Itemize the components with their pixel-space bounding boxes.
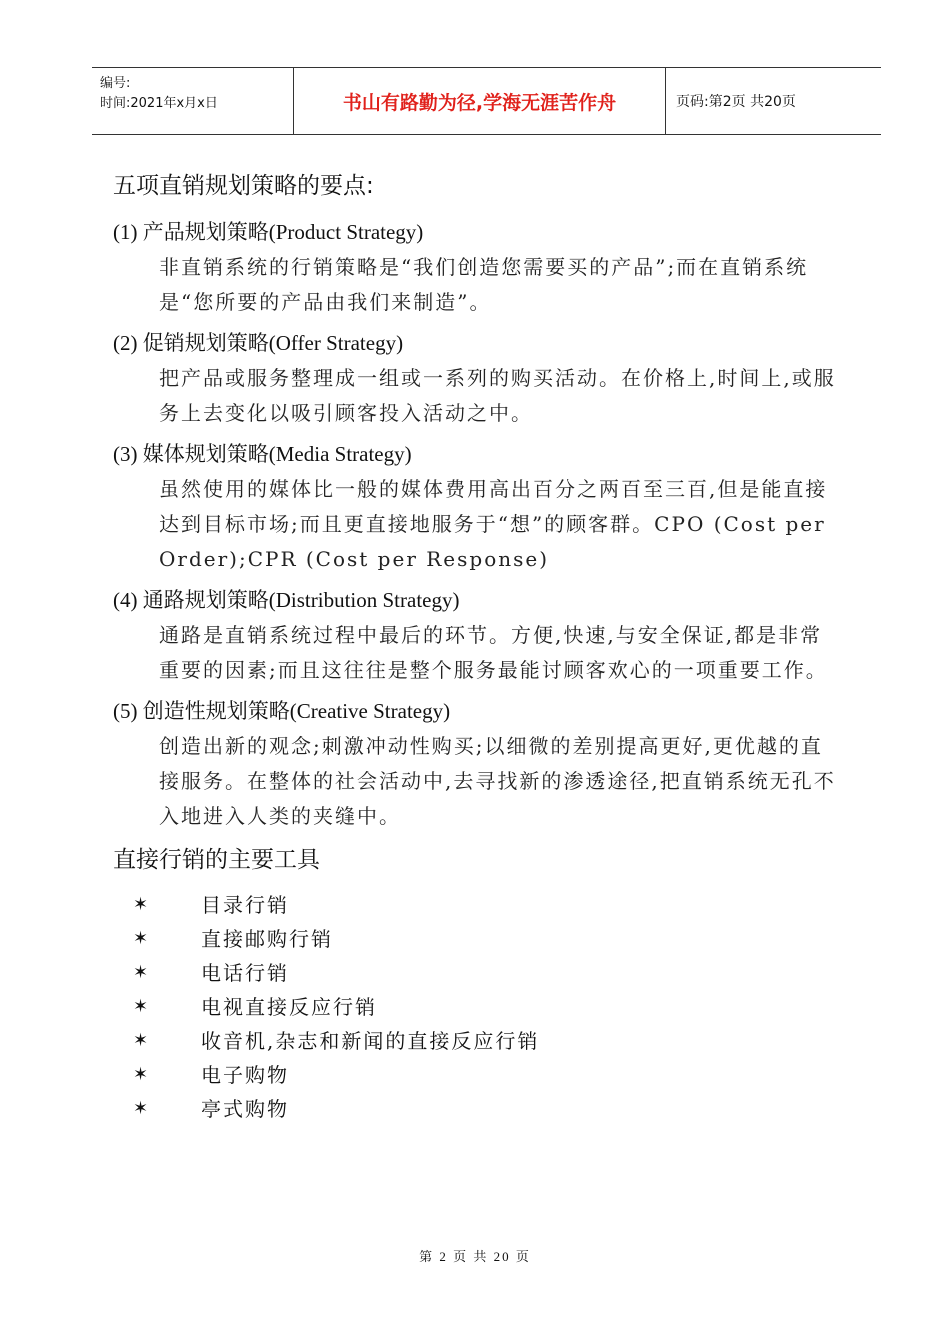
- strategy-body: 把产品或服务整理成一组或一系列的购买活动。在价格上,时间上,或服务上去变化以吸引顾客投入活动之中。: [159, 366, 836, 425]
- strategy-body: 创造出新的观念;刺激冲动性购买;以细微的差别提高更好,更优越的直接服务。在整体的社会活动中,去寻找新的渗透途径,把直销系统无孔不入地进入人类的夹缝中。: [159, 734, 836, 828]
- strategy-section: [113, 325, 843, 431]
- strategy-section: [113, 582, 843, 688]
- strategy-section: [113, 436, 843, 577]
- section-title: 五项直销规划策略的要点:: [113, 173, 374, 199]
- bullet-star-icon: ✶: [133, 996, 151, 1017]
- strategy-body: 虽然使用的媒体比一般的媒体费用高出百分之两百至三百,但是能直接达到目标市场;而且更直接地服务于“想”的顾客群。CPO (Cost per Order);CPR (Cost per Response): [159, 477, 828, 571]
- document-body: [113, 168, 843, 1126]
- tools-list: [133, 888, 843, 1126]
- bullet-star-icon: ✶: [133, 1098, 151, 1119]
- strategy-section: [113, 693, 843, 834]
- strategy-heading: (5) 创造性规划策略(Creative Strategy): [113, 699, 451, 723]
- number-label: 编号:: [100, 76, 131, 91]
- header-meta: [92, 68, 293, 134]
- page-footer: 第 2 页 共 20 页: [419, 1249, 531, 1264]
- time-label: 时间:2021年x月x日: [100, 96, 218, 111]
- bullet-star-icon: ✶: [133, 1064, 151, 1085]
- header-page-label: 页码:第2页 共20页: [676, 94, 796, 110]
- bullet-star-icon: ✶: [133, 928, 151, 949]
- strategy-heading: (1) 产品规划策略(Product Strategy): [113, 220, 424, 244]
- strategy-body: 通路是直销系统过程中最后的环节。方便,快速,与安全保证,都是非常重要的因素;而且这往往是整个服务最能讨顾客欢心的一项重要工作。: [159, 623, 828, 682]
- bullet-star-icon: ✶: [133, 894, 151, 915]
- tools-title: 直接行销的主要工具: [113, 847, 320, 873]
- list-item: ✶ 直接邮购行销: [133, 922, 843, 956]
- bullet-star-icon: ✶: [133, 962, 151, 983]
- header-motto: 书山有路勤为径,学海无涯苦作舟: [293, 68, 666, 134]
- list-item: ✶ 电话行销: [133, 956, 843, 990]
- list-item: ✶ 电子购物: [133, 1058, 843, 1092]
- list-item: ✶ 亭式购物: [133, 1092, 843, 1126]
- list-item: ✶ 收音机,杂志和新闻的直接反应行销: [133, 1024, 843, 1058]
- bullet-star-icon: ✶: [133, 1030, 151, 1051]
- strategy-heading: (2) 促销规划策略(Offer Strategy): [113, 331, 404, 355]
- list-item: ✶ 目录行销: [133, 888, 843, 922]
- list-item: ✶ 电视直接反应行销: [133, 990, 843, 1024]
- strategy-body: 非直销系统的行销策略是“我们创造您需要买的产品”;而在直销系统是“您所要的产品由我们来制造”。: [159, 255, 809, 314]
- strategy-section: [113, 214, 843, 320]
- strategy-heading: (3) 媒体规划策略(Media Strategy): [113, 442, 412, 466]
- strategy-heading: (4) 通路规划策略(Distribution Strategy): [113, 588, 460, 612]
- page-header: [92, 67, 881, 135]
